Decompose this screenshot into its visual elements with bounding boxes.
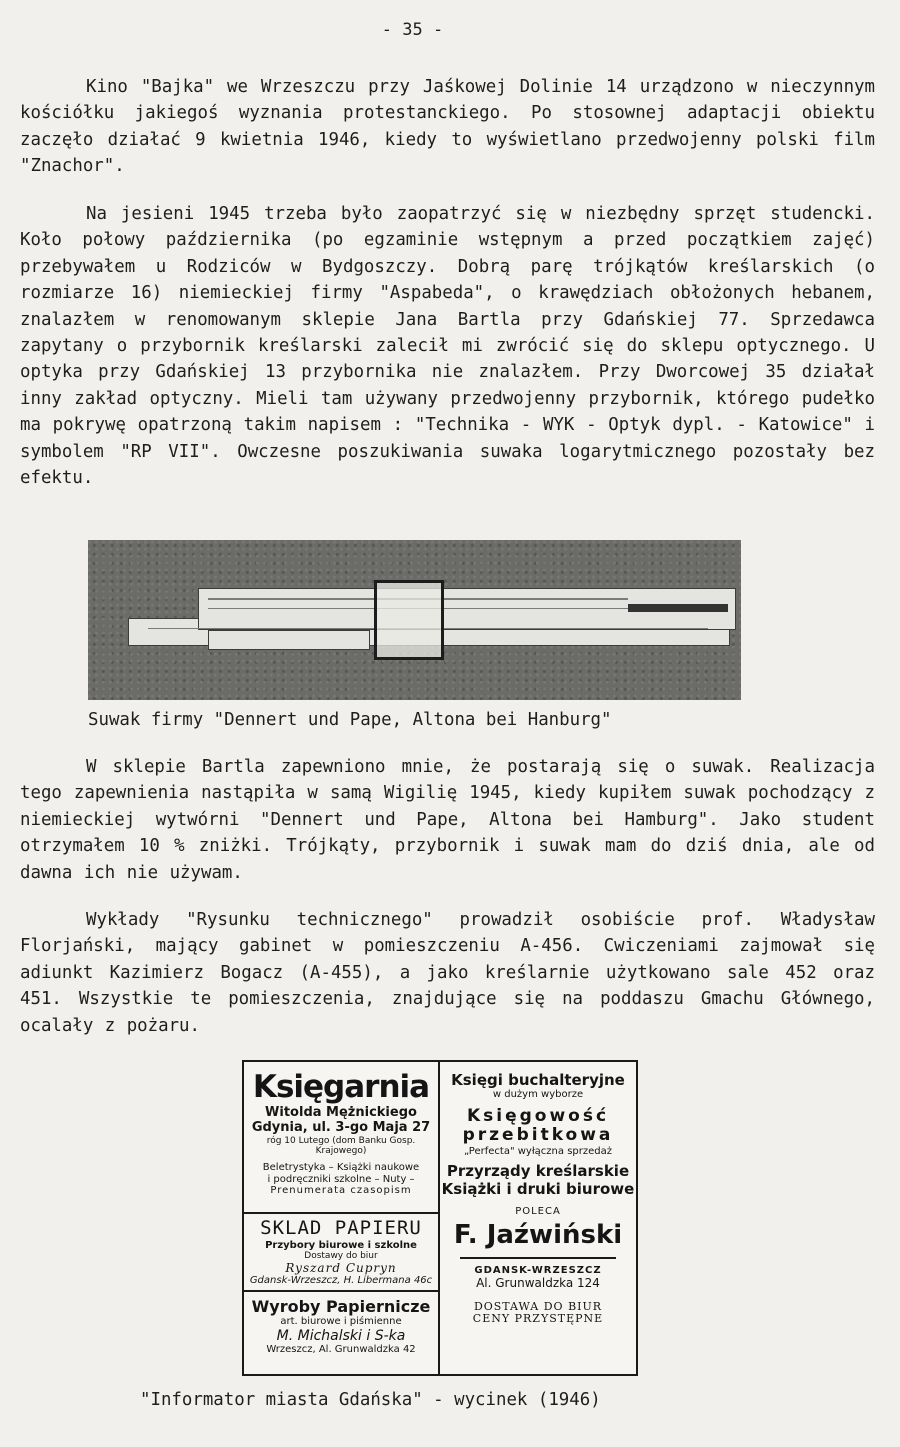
- ad-sklad-line1: Przybory biurowe i szkolne: [265, 1239, 417, 1251]
- slide-rule-photo: [88, 540, 741, 700]
- ad-jazwinski-divider: [460, 1257, 616, 1259]
- ad-left-column: [244, 1062, 440, 1374]
- ad-sklad-papieru: [244, 1214, 438, 1292]
- ad-jazwinski-address: Al. Grunwaldzka 124: [476, 1275, 600, 1290]
- page-number: - 35 -: [381, 20, 444, 40]
- ad-jazwinski-slogan1: DOSTAWA DO BIUR: [473, 1299, 603, 1313]
- ad-jazwinski-line1: Księgi buchalteryjne: [451, 1071, 625, 1089]
- ad-jazwinski-line3: Księgowość: [466, 1105, 610, 1126]
- ad-sklad-line2: Dostawy do biur: [304, 1251, 378, 1262]
- ad-ksiegarnia: [244, 1062, 438, 1214]
- ad-jazwinski-line6: Przyrządy kreślarskie: [446, 1162, 630, 1181]
- ad-jazwinski-city: GDANSK-WRZESZCZ: [474, 1265, 602, 1277]
- ad-jazwinski-line4: przebitkowa: [462, 1125, 614, 1146]
- ad-wyroby-owner: M. Michalski i S-ka: [276, 1327, 406, 1344]
- advertisement-clipping: [242, 1060, 638, 1376]
- ad-jazwinski-slogan2: CENY PRZYSTĘPNE: [472, 1312, 604, 1326]
- paragraph-equipment: Na jesieni 1945 trzeba było zaopatrzyć się w niezbędny sprzęt studencki. Koło połowy października (po egzaminie wstępnym a przed początkiem zajęć) przebywałem u Rodziców w Bydgoszczy. Dobrą parę trójkątów kreślarskich (o rozmiarze 16) niemieckiej firmy "Aspabeda", o krawędziach obłożonych hebanem, znalazłem w renomowanym sklepie Jana Bartla przy Gdańskiej 77. Sprzedawca zapytany o przybornik kreślarski zalecił mi zwrócić się do sklepu optycznego. U optyka przy Gdańskiej 13 przybornika nie znalazłem. Przy Dworcowej 35 działał inny zakład optyczny. Mieli tam używany przedwojenny przybornik, którego pudełko ma pokrywę opatrzoną takim napisem : "Technika - WYK - Optyk dypl. - Katowice" i symbolem "RP VII". Owczesne poszukiwania suwaka logarytmicznego pozostały bez efektu.: [20, 204, 875, 489]
- ad-jazwinski-line7: Książki i druki biurowe: [441, 1179, 635, 1198]
- ad-ksiegarnia-address-note: róg 10 Lutego (dom Banku Gosp. Krajowego): [266, 1135, 416, 1156]
- ad-sklad-owner: Ryszard Cupryn: [285, 1260, 397, 1275]
- ad-jazwinski-line2: w dużym wyborze: [492, 1089, 584, 1101]
- photo-caption: Suwak firmy "Dennert und Pape, Altona bei Hanburg": [88, 710, 612, 730]
- ad-sklad-title: SKLAD PAPIERU: [260, 1217, 422, 1239]
- ad-ksiegarnia-title: Księgarnia: [252, 1069, 430, 1105]
- ad-jazwinski: [440, 1062, 636, 1374]
- ad-ksiegarnia-owner: Witolda Mężnickiego: [265, 1104, 417, 1120]
- ad-sklad-address: Gdansk-Wrzeszcz, H. Libermana 46c: [249, 1275, 433, 1287]
- ad-jazwinski-name: F. Jaźwiński: [453, 1220, 623, 1251]
- ad-ksiegarnia-line3: Prenumerata czasopism: [270, 1185, 412, 1197]
- ad-ksiegarnia-line1: Beletrystyka – Książki naukowe: [262, 1162, 420, 1174]
- ad-wyroby-address: Wrzeszcz, Al. Grunwaldzka 42: [266, 1343, 416, 1355]
- ad-wyroby-line1: art. biurowe i piśmienne: [280, 1316, 402, 1328]
- ad-wyroby-title: Wyroby Papiernicze: [251, 1297, 431, 1316]
- paragraph-kino-bajka: Kino "Bajka" we Wrzeszczu przy Jaśkowej Dolinie 14 urządzono w nieczynnym kościółku jakiegoś wyznania protestanckiego. Po stosownej adaptacji obiektu zaczęło działać 9 kwietnia 1946, kiedy to wyświetlano przedwojenny polski film "Znachor".: [20, 77, 875, 177]
- advertisement-caption: "Informator miasta Gdańska" - wycinek (1946): [140, 1390, 601, 1410]
- ad-jazwinski-poleca: POLECA: [515, 1205, 561, 1217]
- ad-ksiegarnia-line2: i podręczniki szkolne – Nuty –: [267, 1173, 415, 1185]
- ad-ksiegarnia-address: Gdynia, ul. 3-go Maja 27: [251, 1119, 431, 1135]
- paragraph-slide-rule: W sklepie Bartla zapewniono mnie, że postarają się o suwak. Realizacja tego zapewnienia nastąpiła w samą Wigilię 1945, kiedy kupiłem suwak pochodzący z niemieckiej wytwórni "Dennert und Pape, Altona bei Hamburg". Jako student otrzymałem 10 % zniżki. Trójkąty, przybornik i suwak mam do dziś dnia, ale od dawna ich nie używam.: [20, 757, 875, 883]
- ad-jazwinski-line5: „Perfecta" wyłączna sprzedaż: [463, 1145, 612, 1157]
- ad-wyroby-papiernicze: [244, 1292, 438, 1374]
- paragraph-lectures: Wykłady "Rysunku technicznego" prowadził osobiście prof. Władysław Florjański, mający gabinet w pomieszczeniu A-456. Cwiczeniami zajmował się adiunkt Kazimierz Bogacz (A-455), a jako kreślarnie użytkowano sale 452 oraz 451. Wszystkie te pomieszczenia, znajdujące się na poddaszu Gmachu Głównego, ocalały z pożaru.: [20, 910, 875, 1036]
